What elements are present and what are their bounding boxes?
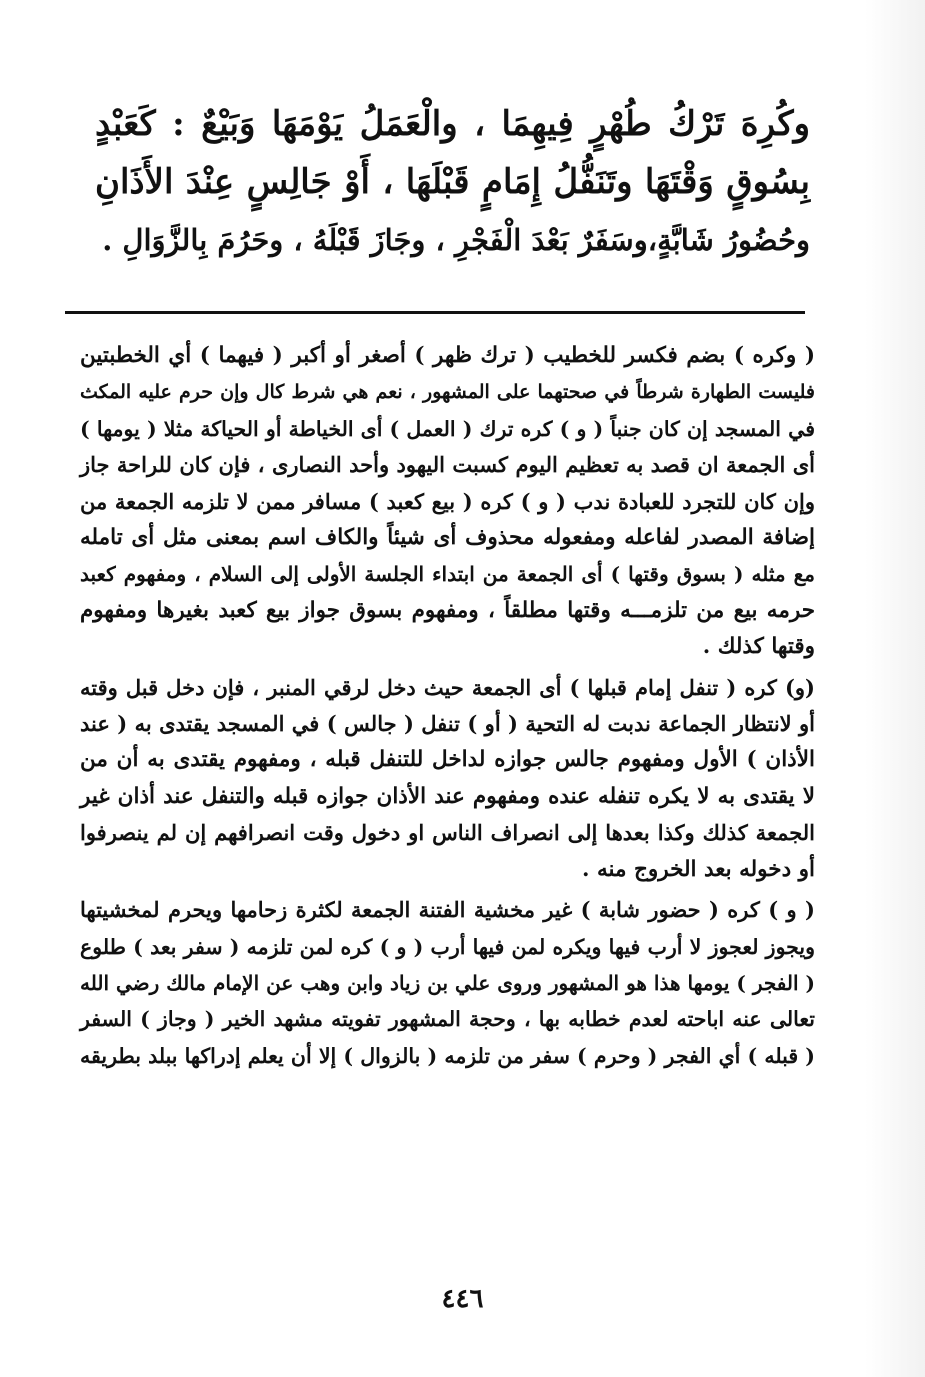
commentary-line: ويجوز لعجوز لا أرب فيها ويكره لمن فيها أرب ( و ) كره لمن تلزمه ( سفر بعد ) طلوع [80,934,815,959]
commentary-line: لا يقتدى به لا يكره تنفله عنده ومفهوم عند الأذان جوازه قبله والتنفل عند أذان غير [80,783,815,809]
commentary-line: (و) كره ( تنفل إمام قبلها ) أى الجمعة حيث دخل لرقي المنبر ، فإن دخل قبل وقته [80,674,815,700]
main-text-line: وحُضُورُ شَابَّةٍ،وسَفَرٌ بَعْدَ الْفَجْرِ ، وجَازَ قَبْلَهُ ، وحَرُمَ بِالزَّوَالِ . [102,223,810,257]
commentary-line: في المسجد إن كان جنباً ( و ) كره ترك ( العمل ) أى الخياطة أو الحياكة مثلا ( يومها ) [80,416,815,441]
commentary-block [80,338,815,1078]
commentary-line: أى الجمعة ان قصد به تعظيم اليوم كسبت اليهود وأحد النصارى ، فإن كان للراحة جاز [80,452,816,478]
commentary-line: الجمعة كذلك وكذا بعدها إلى انصراف الناس او دخول وقت انصرافهم إن لم ينصرفوا [80,820,815,846]
main-text-block [95,95,810,269]
commentary-paragraph [80,892,815,1074]
commentary-line: وقتها كذلك . [702,634,815,660]
commentary-paragraph [80,338,815,666]
page-edge-shadow [865,0,925,1377]
commentary-line: ( و ) كره ( حضور شابة ) غير مخشية الفتنة الجمعة لكثرة زحامها ويحرم لمخشيتها [80,897,815,923]
commentary-line: حرمه بيع من تلزمـــه وقتها مطلقاً ، ومفهوم بسوق جواز بيع كعبد بغيرها ومفهوم [80,597,815,623]
separator-rule [65,311,805,314]
page-number: ٤٤٦ [441,1284,484,1314]
commentary-line: وإن كان للتجرد للعبادة ندب ( و ) كره ( بيع كعبد ) مسافر ممن لا تلزمه الجمعة من [80,488,815,514]
commentary-line: أو لانتظار الجماعة ندبت له التحية ( أو ) تنفل ( جالس ) في المسجد يقتدى به ( عند [80,711,815,737]
commentary-line: إضافة المصدر لفاعله ومفعوله محذوف أى شيئاً والكاف اسم بمعنى مثل أى تامله [80,525,815,551]
commentary-line: مع مثله ( بسوق وقتها ) أى الجمعة من ابتداء الجلسة الأولى إلى السلام ، ومفهوم كعبد [80,562,815,587]
commentary-line: فليست الطهارة شرطاً في صحتهما على المشهور ، نعم هي شرط كال وإن حرم عليه المكث [80,381,815,404]
commentary-line: ( وكره ) بضم فكسر للخطيب ( ترك ظهر ) أصغر أو أكبر ( فيهما ) أي الخطبتين [80,343,815,368]
commentary-line: أو دخوله بعد الخروج منه . [581,856,815,882]
commentary-line: ( قبله ) أي الفجر ( وحرم ) سفر من تلزمه ( بالزوال ) إلا أن يعلم إدراكها ببلد بطريقه [80,1043,815,1068]
commentary-line: تعالى عنه اباحته لعدم خطابه بها ، وحجة المشهور تفويته مشهد الخير ( وجاز ) السفر [80,1007,815,1032]
commentary-line: الأذان ) الأول ومفهوم جالس جوازه لداخل للتنفل قبله ، ومفهوم يقتدى به أن من [80,747,815,773]
commentary-line: ( الفجر ) يومها هذا هو المشهور وروى علي بن زياد وابن وهب عن الإمام مالك رضي الله [80,970,816,995]
main-text-line: وكُرِهَ تَرْكُ طُهْرٍ فِيهِمَا ، والْعَمَلُ يَوْمَهَا وَبَيْعٌ : كَعَبْدٍ [95,104,810,144]
main-text-line: بِسُوقٍ وَقْتَهَا وتَنَفُّلُ إِمَامٍ قَبْلَهَا ، أَوْ جَالِسٍ عِنْدَ الأَذَانِ [95,162,810,202]
commentary-paragraph [80,670,815,888]
